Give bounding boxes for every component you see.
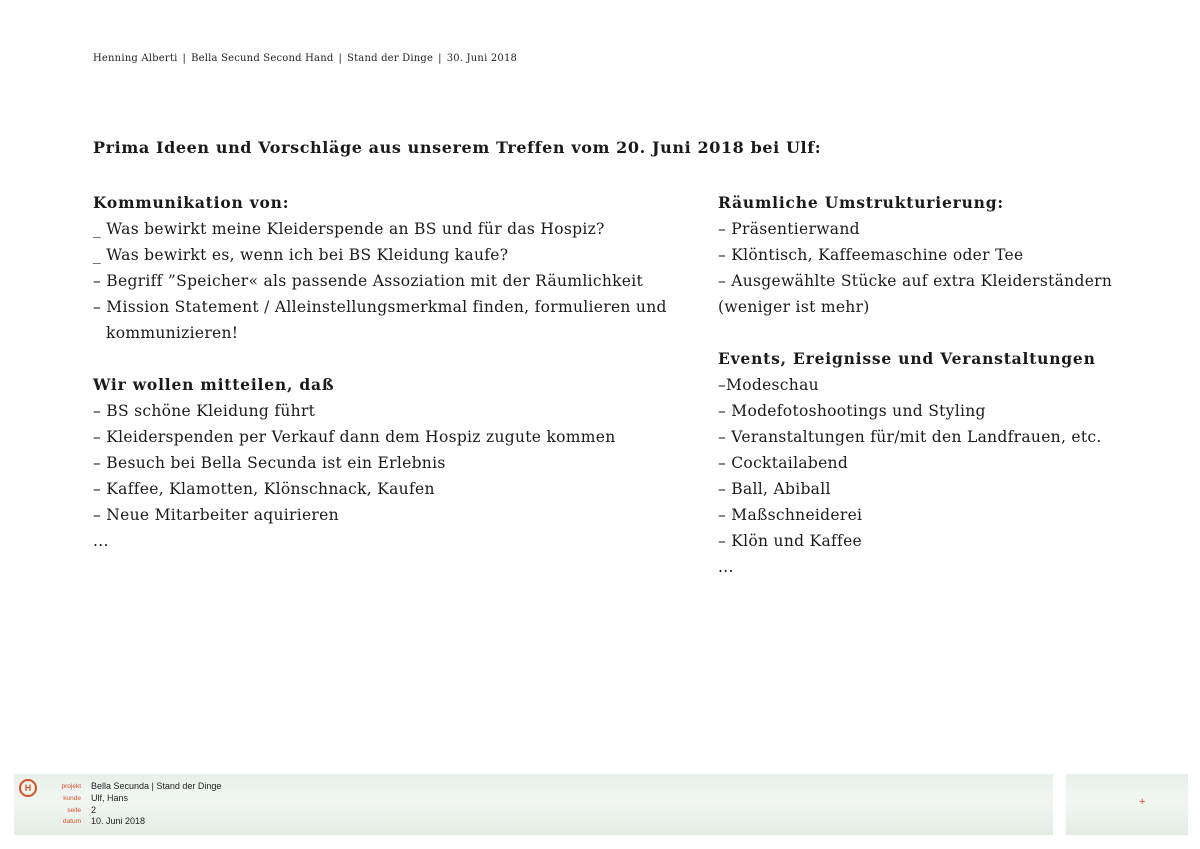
list-item: – Modefotoshootings und Styling — [718, 402, 986, 420]
footer-row-kunde — [14, 793, 128, 804]
list-item: – Neue Mitarbeiter aquirieren — [93, 506, 339, 524]
header-topic: Stand der Dinge — [347, 53, 434, 64]
plus-icon: + — [1139, 796, 1146, 808]
list-item: – Kaffee, Klamotten, Klönschnack, Kaufen — [93, 480, 435, 498]
footer-label: datum — [62, 818, 81, 825]
section-title-mitteilen: Wir wollen mitteilen, daß — [93, 375, 335, 394]
section-title-umstrukturierung: Räumliche Umstrukturierung: — [718, 193, 1004, 212]
list-item: – Mission Statement / Alleinstellungsmerkmal finden, formulieren und kommunizieren! — [93, 298, 667, 342]
footer-row-seite — [14, 805, 96, 816]
list-item: – Klöntisch, Kaffeemaschine oder Tee — [718, 246, 1024, 264]
list-item: – Präsentierwand — [718, 220, 860, 238]
header-date: 30. Juni 2018 — [446, 53, 518, 64]
list-item: – Begriff ”Speicher« als passende Assoziation mit der Räumlichkeit — [93, 272, 644, 290]
header-project: Bella Secund Second Hand — [191, 53, 334, 64]
brand-logo-icon: H — [19, 779, 37, 797]
footer-info-bar — [14, 774, 1053, 835]
header-author: Henning Alberti — [93, 53, 178, 64]
footer-row-projekt — [14, 781, 221, 792]
footer-label: kunde — [63, 795, 81, 802]
left-column — [93, 190, 683, 554]
list-item: – Maßschneiderei — [718, 506, 863, 524]
list-item: – Ausgewählte Stücke auf extra Kleiderständern (weniger ist mehr) — [718, 272, 1113, 316]
footer-row-datum — [14, 816, 145, 827]
footer-value: Bella Secunda | Stand der Dinge — [91, 781, 222, 791]
list-item: ... — [93, 532, 109, 550]
header-separator: | — [438, 53, 442, 64]
footer-label: projekt — [61, 783, 81, 790]
footer-value: Ulf, Hans — [91, 793, 129, 803]
footer-value: 2 — [91, 805, 97, 815]
header-separator: | — [338, 53, 343, 64]
page-title: Prima Ideen und Vorschläge aus unserem Treffen vom 20. Juni 2018 bei Ulf: — [93, 138, 822, 157]
list-item: – Cocktailabend — [718, 454, 849, 472]
list-item: – Veranstaltungen für/mit den Landfrauen, etc. — [718, 428, 1102, 446]
footer-side-panel — [1066, 774, 1188, 835]
list-item: –Modeschau — [718, 376, 819, 394]
footer-value: 10. Juni 2018 — [91, 816, 146, 826]
list-item: – Ball, Abiball — [718, 480, 831, 498]
list-item: – Kleiderspenden per Verkauf dann dem Hospiz zugute kommen — [93, 428, 616, 446]
list-item: – BS schöne Kleidung führt — [93, 402, 316, 420]
list-item: _ Was bewirkt es, wenn ich bei BS Kleidung kaufe? — [93, 246, 509, 264]
document-header — [93, 53, 517, 64]
header-separator: | — [182, 53, 187, 64]
section-title-kommunikation: Kommunikation von: — [93, 193, 290, 212]
right-column — [718, 190, 1138, 580]
list-item: – Besuch bei Bella Secunda ist ein Erlebnis — [93, 454, 446, 472]
section-title-events: Events, Ereignisse und Veranstaltungen — [718, 349, 1096, 368]
footer-label: seite — [67, 807, 81, 814]
list-item: ... — [718, 558, 734, 576]
list-item: _ Was bewirkt meine Kleiderspende an BS und für das Hospiz? — [93, 220, 605, 238]
list-item: – Klön und Kaffee — [718, 532, 863, 550]
